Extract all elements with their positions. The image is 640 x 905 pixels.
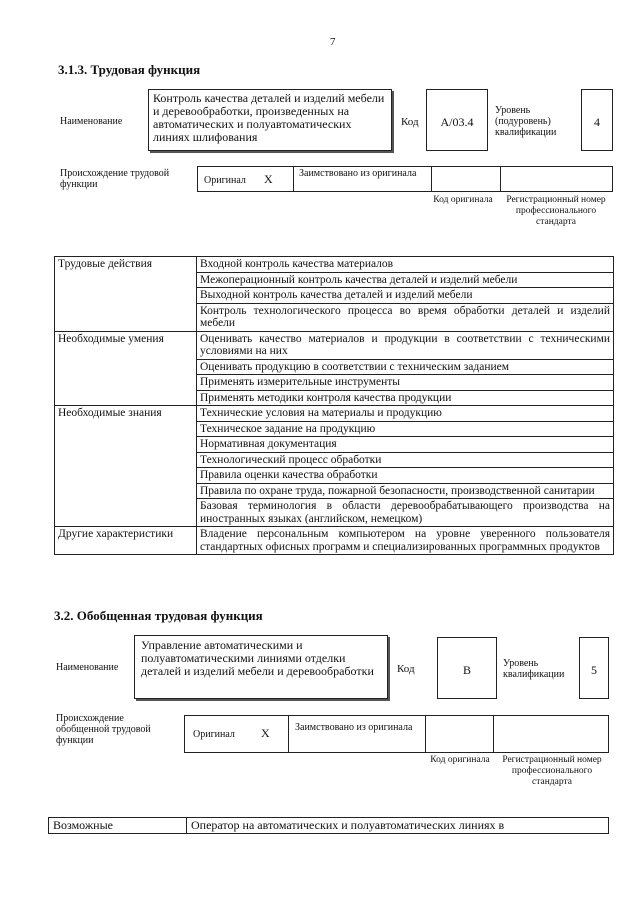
item-cell: Базовая терминология в области деревообрабатывающего производства на иностранных языках (английском, немецком) <box>197 499 614 527</box>
item-cell: Межоперационный контроль качества деталей и изделий мебели <box>197 272 614 288</box>
origin-label: Происхождение трудовой функции <box>60 168 170 190</box>
code-value-box-32: B <box>437 637 497 699</box>
table-row <box>55 257 614 273</box>
bottom-value-cell: Оператор на автоматических и полуавтоматических линиях в <box>191 818 505 832</box>
bottom-category-cell: Возможные <box>53 818 113 832</box>
category-cell: Необходимые умения <box>55 331 197 406</box>
item-cell: Оценивать продукцию в соответствии с техническим заданием <box>197 359 614 375</box>
original-mark: X <box>264 172 273 186</box>
level-value-box: 4 <box>581 89 613 151</box>
code-original-caption-32: Код оригинала <box>430 755 490 765</box>
item-cell: Технологический процесс обработки <box>197 452 614 468</box>
original-label: Оригинал <box>204 175 246 186</box>
item-cell: Владение персональным компьютером на уровне уверенного пользователя стандартных офисных программ и специализированных программных продуктов <box>197 527 614 555</box>
code-label-32: Код <box>397 663 415 675</box>
item-cell: Оценивать качество материалов и продукции в соответствии с техническими условиями на них <box>197 331 614 359</box>
category-cell: Необходимые знания <box>55 406 197 527</box>
origin-row-32 <box>184 715 609 753</box>
item-cell: Выходной контроль качества деталей и изделий мебели <box>197 288 614 304</box>
name-label-32: Наименование <box>56 662 119 673</box>
item-cell: Входной контроль качества материалов <box>197 257 614 273</box>
borrowed-label: Заимствовано из оригинала <box>299 168 417 179</box>
item-cell: Техническое задание на продукцию <box>197 421 614 437</box>
original-mark-32: X <box>261 726 270 740</box>
generalized-function-name-box: Управление автоматическими и полуавтоматическими линиями отделки деталей и изделий мебели и деревообработки <box>134 635 388 699</box>
item-cell: Применять измерительные инструменты <box>197 375 614 391</box>
item-cell: Применять методики контроля качества продукции <box>197 390 614 406</box>
code-label: Код <box>401 116 419 128</box>
category-cell: Трудовые действия <box>55 257 197 332</box>
item-cell: Правила оценки качества обработки <box>197 468 614 484</box>
table-row <box>55 406 614 422</box>
reg-number-caption-32: Регистрационный номер профессионального стандарта <box>502 755 602 787</box>
bottom-row <box>48 817 609 834</box>
table-row <box>55 331 614 359</box>
item-cell: Правила по охране труда, пожарной безопасности, производственной санитарии <box>197 483 614 499</box>
level-value-box-32: 5 <box>579 637 609 699</box>
reg-number-caption: Регистрационный номер профессионального стандарта <box>506 195 606 227</box>
item-cell: Контроль технологического процесса во время обработки деталей и изделий мебели <box>197 303 614 331</box>
page-number: 7 <box>330 36 336 48</box>
borrowed-label-32: Заимствовано из оригинала <box>295 722 413 733</box>
name-label: Наименование <box>60 116 123 127</box>
code-original-caption: Код оригинала <box>433 195 493 205</box>
origin-row <box>197 166 613 192</box>
section-title-32: 3.2. Обобщенная трудовая функция <box>54 608 263 623</box>
table-row <box>55 527 614 555</box>
level-label-32: Уровень квалификации <box>503 658 565 680</box>
category-cell: Другие характеристики <box>55 527 197 555</box>
function-name-box: Контроль качества деталей и изделий мебели и деревообработки, произведенных на автоматических и полуавтоматических линиях шлифования <box>148 89 392 151</box>
item-cell: Нормативная документация <box>197 437 614 453</box>
original-label-32: Оригинал <box>193 729 235 740</box>
item-cell: Технические условия на материалы и продукцию <box>197 406 614 422</box>
section-title-313: 3.1.3. Трудовая функция <box>58 62 201 77</box>
code-value-box: A/03.4 <box>426 89 488 151</box>
origin-label-32: Происхождение обобщенной трудовой функции <box>56 713 151 746</box>
level-label: Уровень (подуровень) квалификации <box>495 105 557 138</box>
function-details-table <box>54 256 614 555</box>
